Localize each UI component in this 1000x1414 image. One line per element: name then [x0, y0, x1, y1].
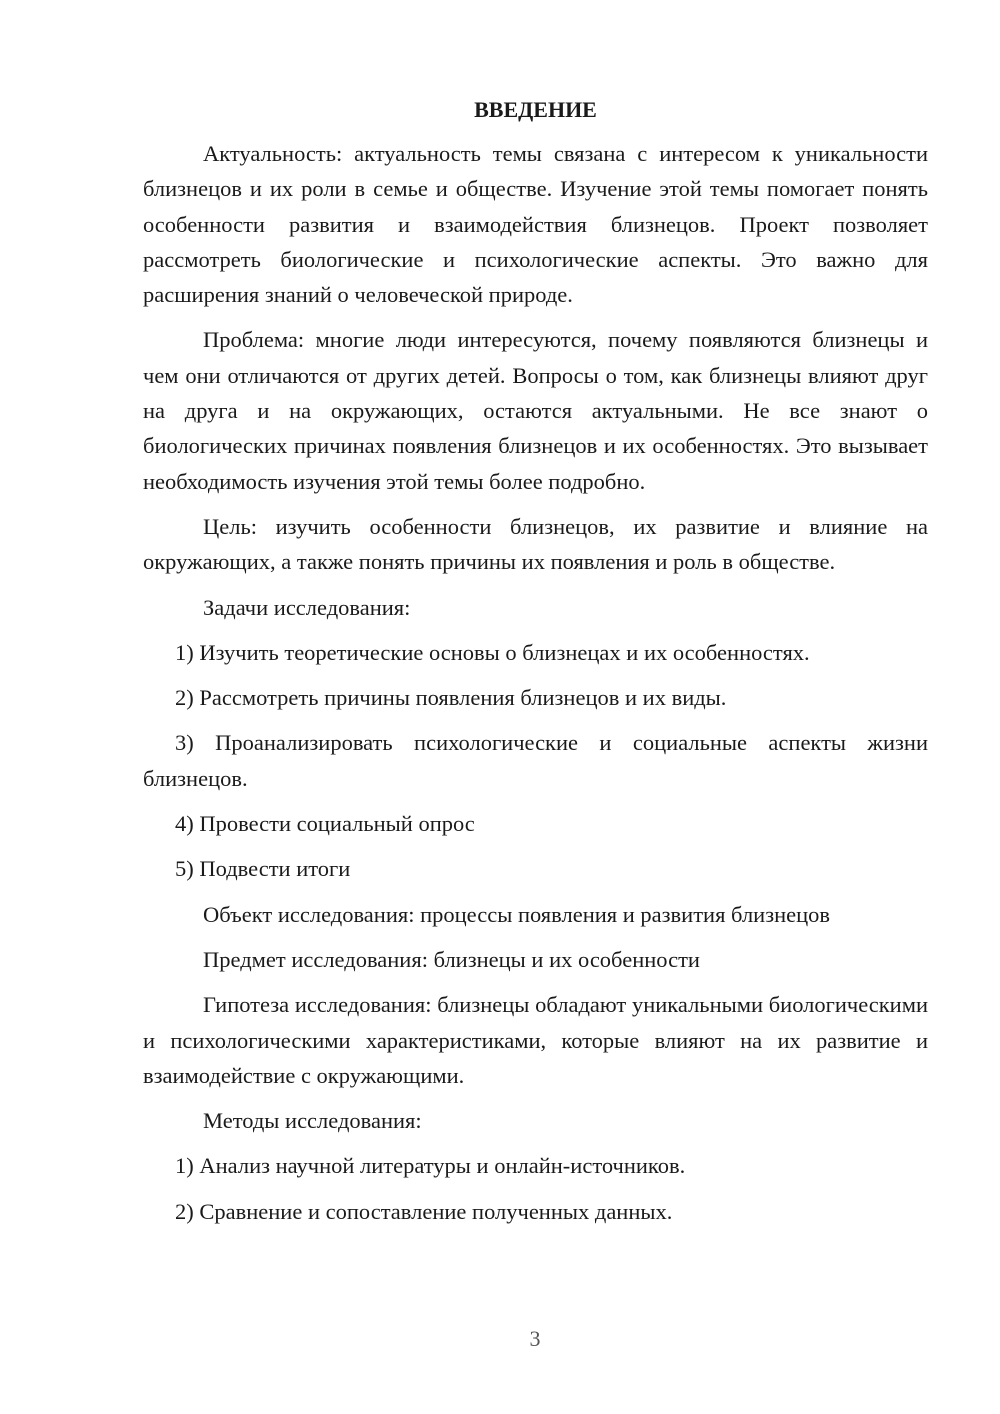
document-page — [143, 92, 928, 1239]
hypothesis-paragraph: Гипотеза исследования: близнецы обладают уникальными биологическими и психологическими характеристиками, которые влияют на их развитие и взаимодействие с окружающими. — [143, 992, 928, 1088]
task-item: 3) Проанализировать психологические и социальные аспекты жизни близнецов. — [143, 730, 928, 791]
page-number: 3 — [529, 1326, 541, 1351]
task-item: 5) Подвести итоги — [175, 856, 351, 882]
object-paragraph: Объект исследования: процессы появления и развития близнецов — [203, 901, 831, 927]
relevance-paragraph: Актуальность: актуальность темы связана с интересом к уникальности близнецов и их роли в семье и обществе. Изучение этой темы помогает понять особенности развития и взаимодействия близнецов. Проект позволяет рассмотреть биологические и психологические аспекты. Это важно для расширения знаний о человеческой природе. — [143, 141, 928, 308]
subject-paragraph: Предмет исследования: близнецы и их особенности — [203, 946, 700, 972]
tasks-heading: Задачи исследования: — [203, 594, 411, 620]
task-item: 1) Изучить теоретические основы о близнецах и их особенностях. — [175, 639, 810, 665]
method-item: 1) Анализ научной литературы и онлайн-источников. — [175, 1153, 686, 1179]
goal-paragraph: Цель: изучить особенности близнецов, их развитие и влияние на окружающих, а также понять причины их появления и роль в обществе. — [143, 513, 928, 575]
problem-paragraph: Проблема: многие люди интересуются, почему появляются близнецы и чем они отличаются от других детей. Вопросы о том, как близнецы влияют друг на друга и на окружающих, остаются актуальными. Не все знают о биологических причинах появления близнецов и их особенностях. Это вызывает необходимость изучения этой темы более подробно. — [143, 327, 928, 494]
section-heading: ВВЕДЕНИЕ — [474, 97, 597, 122]
method-item: 2) Сравнение и сопоставление полученных данных. — [175, 1198, 673, 1224]
methods-heading: Методы исследования: — [203, 1108, 422, 1134]
task-item: 2) Рассмотреть причины появления близнецов и их виды. — [175, 685, 727, 711]
task-item: 4) Провести социальный опрос — [175, 811, 475, 837]
